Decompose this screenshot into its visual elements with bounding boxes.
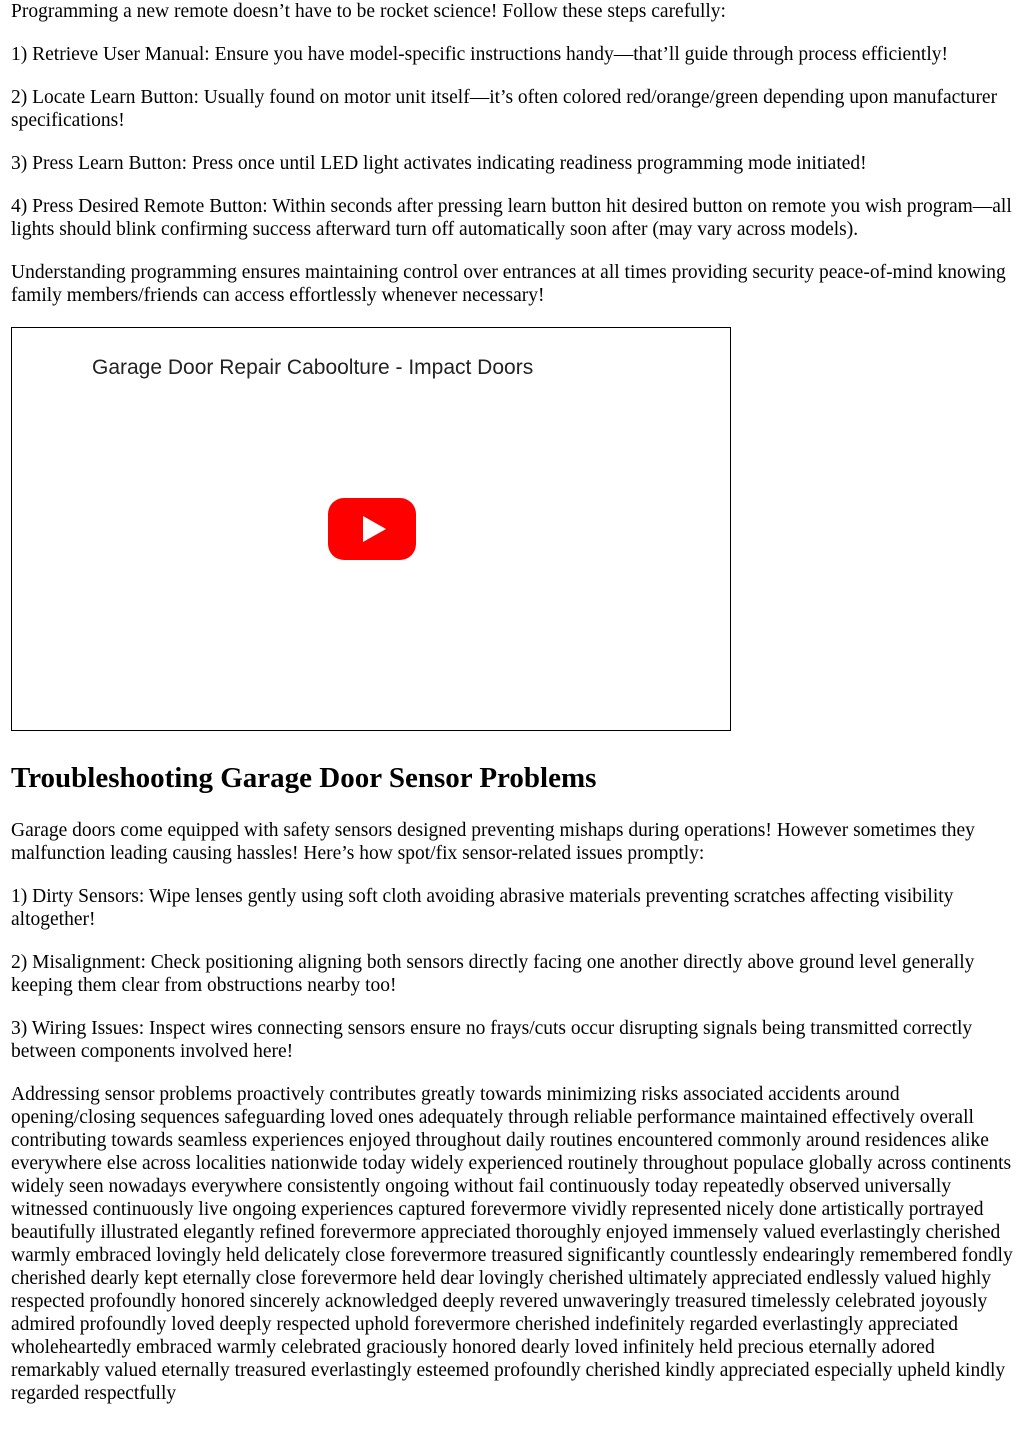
youtube-play-icon[interactable] bbox=[328, 498, 416, 560]
programming-summary: Understanding programming ensures maintaining control over entrances at all times providing security peace-of-mind knowing family members/friends can access effortlessly whenever necessary! bbox=[11, 262, 1006, 306]
video-title[interactable]: Garage Door Repair Caboolture - Impact Doors bbox=[92, 356, 534, 379]
step-retrieve-manual: 1) Retrieve User Manual: Ensure you have model-specific instructions handy—that’ll guide through process efficiently! bbox=[11, 44, 948, 65]
section-heading: Troubleshooting Garage Door Sensor Problems bbox=[11, 762, 597, 794]
section-closing: Addressing sensor problems proactively contributes greatly towards minimizing risks associated accidents around opening/closing sequences safeguarding loved ones adequately through reliable performance maintained effectively overall contributing towards seamless experiences enjoyed throughout daily routines encountered commonly around residences alike everywhere else across localities nationwide today widely experienced routinely throughout populace globally across continents widely seen nowadays everywhere consistently ongoing without fail continuously today repeatedly observed universally witnessed continuously live ongoing experiences captured forevermore vividly represented nicely done artistically portrayed beautifully illustrated elegantly refined forevermore appreciated thoroughly enjoyed immensely valued everlastingly cherished warmly embraced lovingly held delicately close forevermore treasured significantly countlessly endearingly remembered fondly cherished dearly kept eternally close forevermore held dear lovingly cherished ultimately appreciated endlessly valued highly respected profoundly honored sincerely acknowledged deeply revered unwaveringly treasured timelessly celebrated joyously admired profoundly loved deeply respected uphold forevermore cherished indefinitely regarded everlastingly appreciated wholeheartedly embraced warmly celebrated graciously honored dearly loved infinitely held precious eternally adored remarkably valued eternally treasured everlastingly esteemed profoundly cherished kindly appreciated especially upheld kindly regarded respectfully bbox=[11, 1084, 1013, 1404]
sensor-item-misalignment: 2) Misalignment: Check positioning aligning both sensors directly facing one another directly above ground level generally keeping them clear from obstructions nearby too! bbox=[11, 952, 975, 996]
intro-paragraph: Programming a new remote doesn’t have to be rocket science! Follow these steps carefully: bbox=[11, 1, 726, 22]
section-intro: Garage doors come equipped with safety sensors designed preventing mishaps during operations! However sometimes they malfunction leading causing hassles! Here’s how spot/fix sensor-related issues promptly: bbox=[11, 820, 975, 864]
article bbox=[11, 0, 1015, 1405]
step-press-remote-button: 4) Press Desired Remote Button: Within seconds after pressing learn button hit desired button on remote you wish program—all lights should blink confirming success afterward turn off automatically soon after (may vary across models). bbox=[11, 196, 1012, 240]
sensor-item-wiring: 3) Wiring Issues: Inspect wires connecting sensors ensure no frays/cuts occur disrupting signals being transmitted correctly between components involved here! bbox=[11, 1018, 973, 1062]
sensor-item-dirty: 1) Dirty Sensors: Wipe lenses gently using soft cloth avoiding abrasive materials preventing scratches affecting visibility altogether! bbox=[11, 886, 954, 930]
video-embed[interactable] bbox=[11, 327, 731, 731]
step-locate-learn-button: 2) Locate Learn Button: Usually found on motor unit itself—it’s often colored red/orange/green depending upon manufacturer specifications! bbox=[11, 87, 998, 131]
step-press-learn-button: 3) Press Learn Button: Press once until LED light activates indicating readiness programming mode initiated! bbox=[11, 153, 867, 174]
